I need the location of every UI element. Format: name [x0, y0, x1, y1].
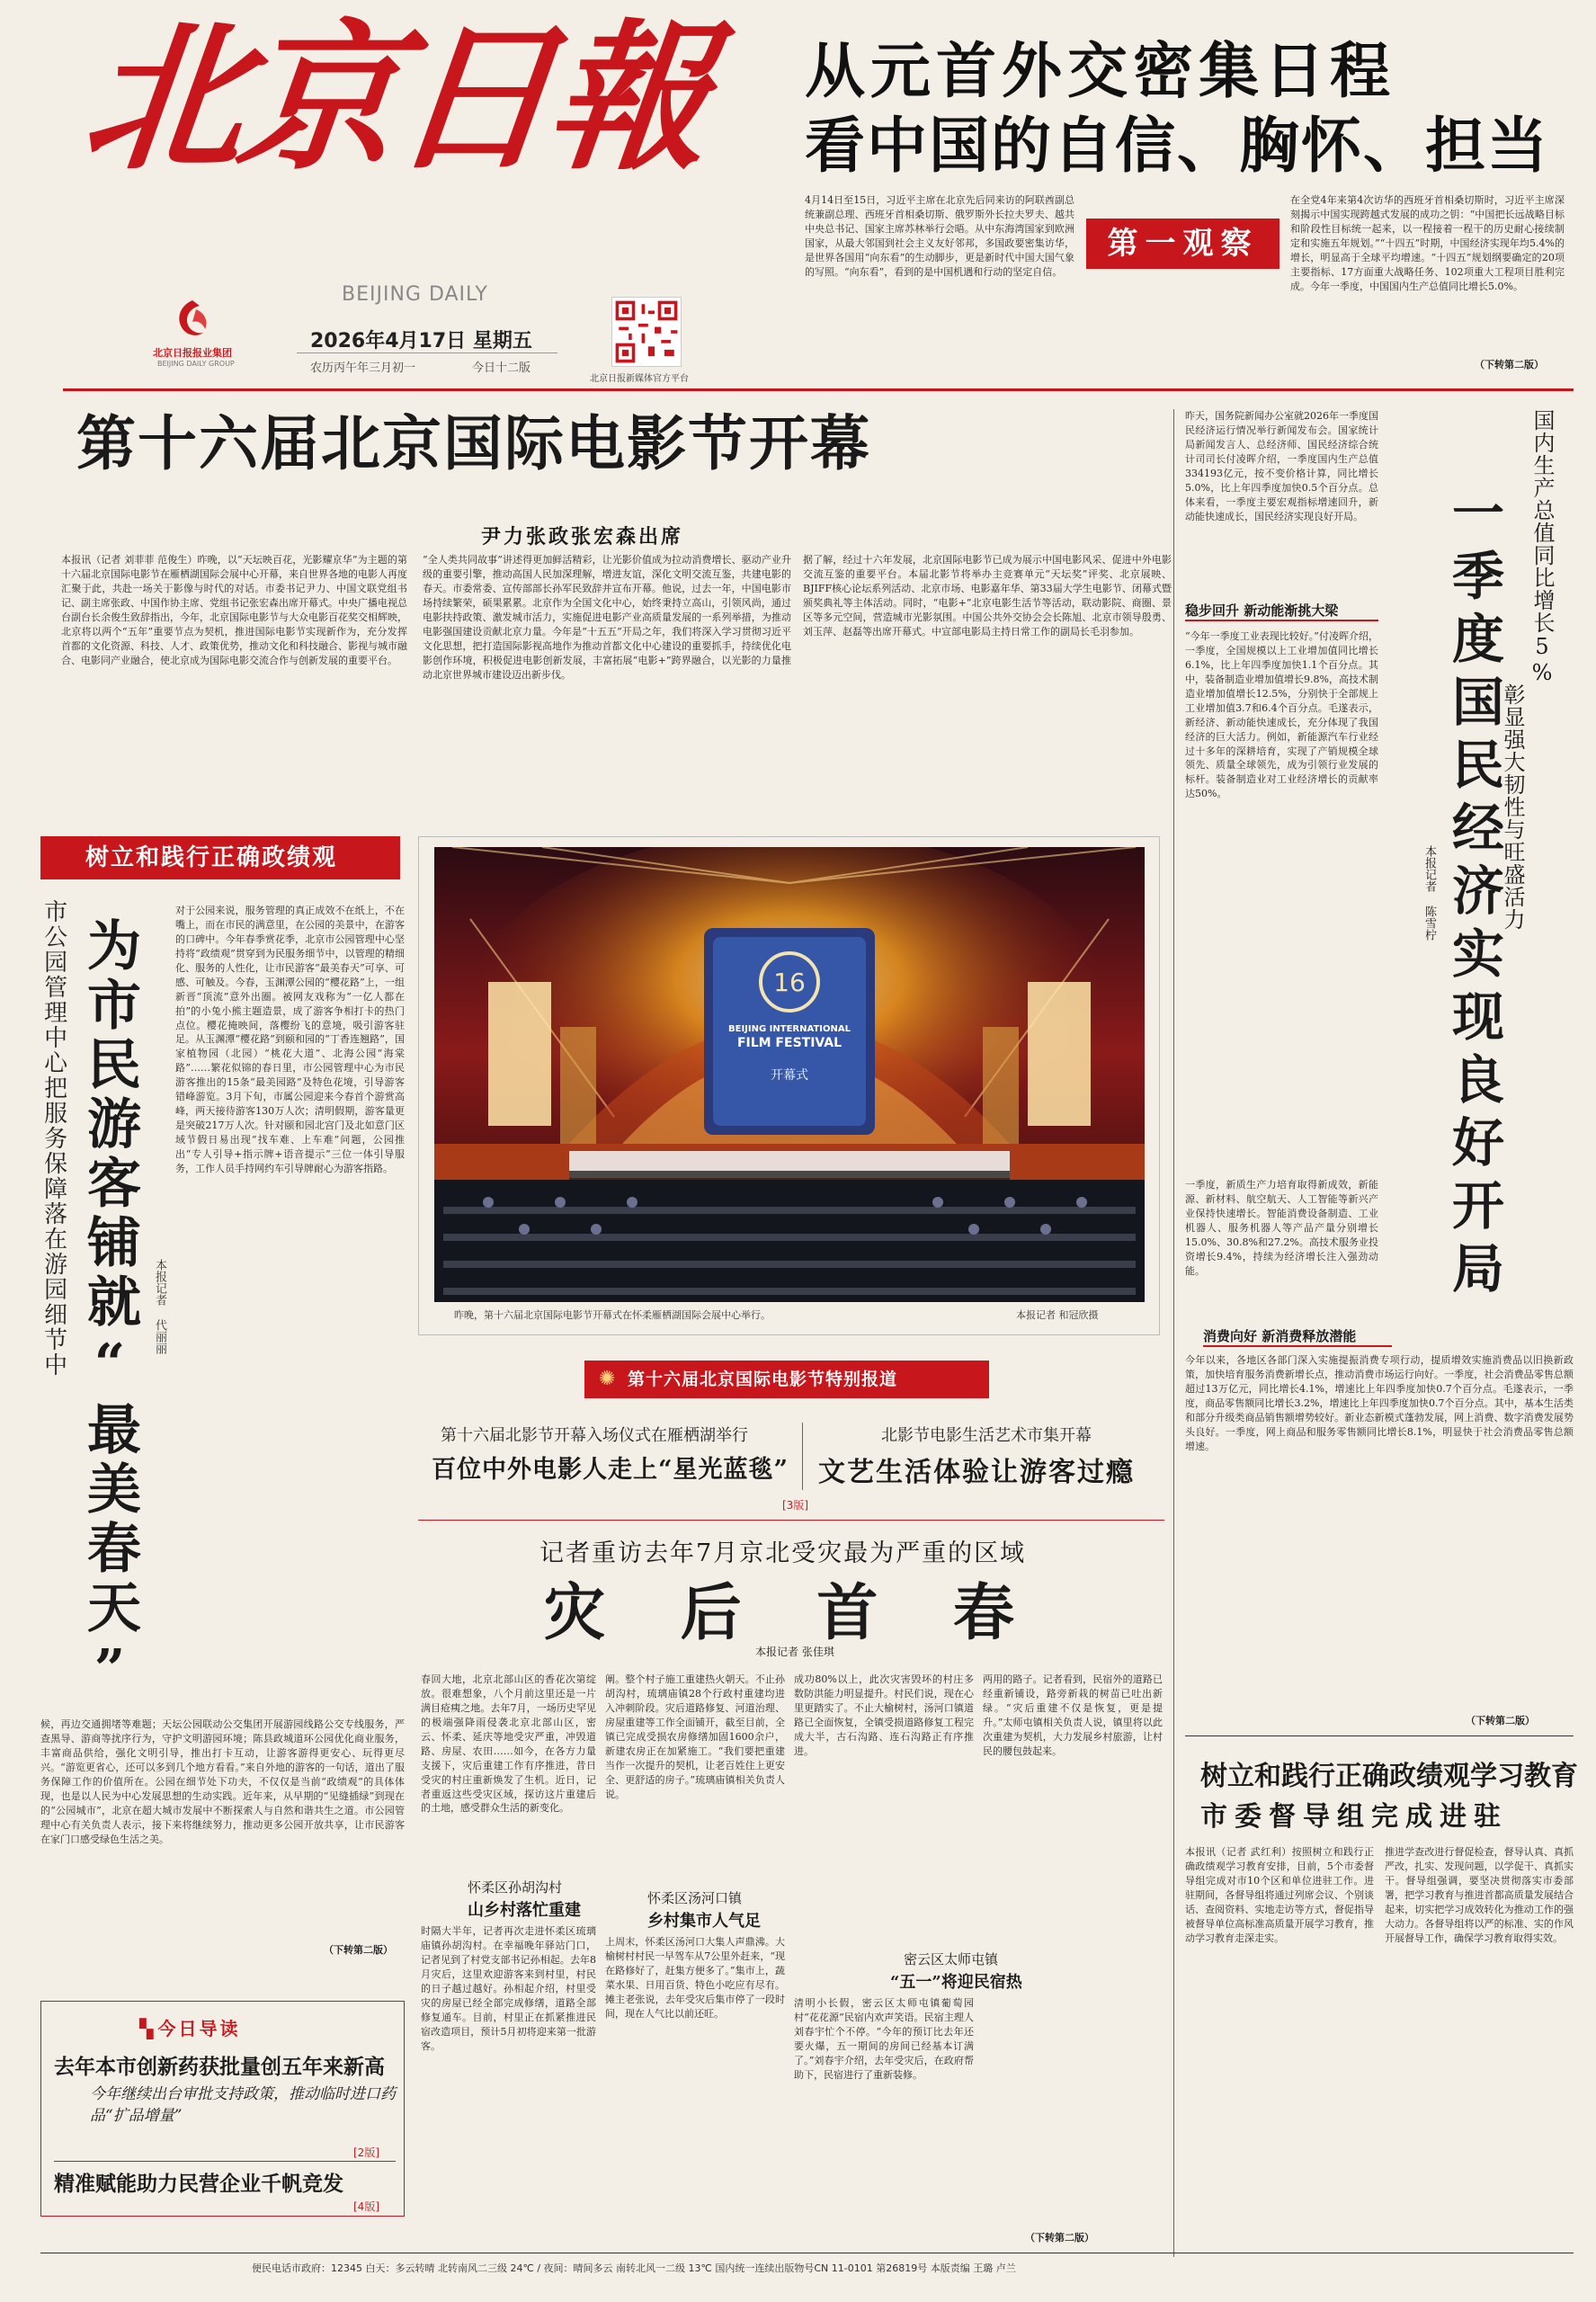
supervision-col-1: 本报讯（记者 武红利）按照树立和践行正确政绩观学习教育安排，目前，5个市委督导组完成对市10个区和单位进驻工作。进驻期间，各督导组将通过列席会议、个别谈话、查阅资料、实地走访等方式，督促指导被督导单位高标准高质量开展学习教育，推动学习教育走深走实。 — [1185, 1846, 1374, 1944]
film-col-2: “全人类共同故事”讲述得更加鲜活精彩，让光影价值成为拉动消费增长、驱动产业升级的重要引擎，推动高国人民加深理解，增进友谊，深化文明交流互鉴，共建电影的春天。市委常委、宣传部部长孙军民致辞并宣布开幕。他说，过去一年，中国电影市场持续繁荣，硕果累累。北京作为全国文化中心，始终秉持立高山，引领风尚，通过电影扶持政策、激发城市活力，实施促进电影产业高质量发展的一系列举措，为推动电影强国建设贡献北京力量。今年是“十五五”开局之年，我们将深入学习贯彻习近平文化思想，把打造国际影视高地作为推动首都文化中心建设的重要抓手，持续优化电影创作环境，积极促进电影创新发展，丰富拓展“电影+”跨界融合，以光影的力量推动北京世界城市建设迈出新步伐。 — [423, 554, 791, 681]
lead-continue: （下转第二版） — [1475, 359, 1544, 370]
economy-byline: 本报记者 陈雪柠 — [1422, 845, 1436, 941]
lead-headline-2: 看中国的自信、胸怀、担当 — [805, 110, 1549, 181]
disaster-continue: （下转第二版） — [1025, 2232, 1094, 2244]
disaster-headline: 灾 后 首 春 — [544, 1577, 1042, 1649]
brief-right-headline[interactable]: 文艺生活体验让游客过瘾 — [818, 1457, 1135, 1488]
disaster-byline: 本报记者 张佳琪 — [755, 1646, 834, 1658]
stage-text-3: 开幕式 — [771, 1068, 808, 1083]
supervision-headline-1: 树立和践行正确政绩观学习教育 — [1200, 1761, 1578, 1792]
supervision-headline-2: 市委督导组完成进驻 — [1200, 1801, 1508, 1833]
footer-info: 便民电话市政府：12345 白天：多云转晴 北转南风二三级 24℃ / 夜间：晴间多云 南转北风一二级 13℃ 国内统一连续出版物号CN 11-0101 第26819号 本版责编 王璐 卢兰 — [252, 2262, 1016, 2274]
economy-intro: 昨天，国务院新闻办公室就2026年一季度国民经济运行情况举行新闻发布会。国家统计局新闻发言人、总经济师、国民经济综合统计司司长付凌晖介绍，一季度国内生产总值334193亿元，按不变价格计算，同比增长5.0%，比上年四季度加快0.5个百分点。总体来看，一季度主要宏观指标增速回升，新动能快速成长，国民经济实现良好开局。 — [1185, 410, 1378, 522]
economy-continue: （下转第二版） — [1466, 1715, 1535, 1726]
flag-icon: ▚ — [139, 2018, 154, 2039]
lead-col-1: 4月14日至15日，习近平主席在北京先后同来访的阿联酋副总统兼副总理、西班牙首相桑切斯、俄罗斯外长拉夫罗夫、越共中央总书记、国家主席苏林举行会晤。从中东海湾国家到欧洲国家，从最大邻国到社会主义友好邻邦，多国政要密集访华，是世界各国用“向东看”的生动脚步，更是新时代中国大国气象的写照。“向东看”，看到的是中国机遇和行动的坚定自信。 — [805, 194, 1074, 278]
tourism-section-tag: 树立和践行正确政绩观 — [40, 836, 400, 879]
brief-right-kicker: 北影节电影生活艺术市集开幕 — [881, 1426, 1092, 1445]
photo-caption: 昨晚，第十六届北京国际电影节开幕式在怀柔雁栖湖国际会展中心举行。 — [454, 1309, 771, 1321]
photo-credit: 本报记者 和冠欣摄 — [1016, 1309, 1099, 1321]
guide-item-2-title[interactable]: 精准赋能助力民营企业千帆竞发 — [54, 2172, 343, 2196]
economy-headline: 一季度国民经济实现良好开局 — [1443, 486, 1504, 1304]
group-name-en: BEIJING DAILY GROUP — [157, 360, 235, 368]
film-headline: 第十六届北京国际电影节开幕 — [76, 408, 871, 478]
supervision-col-2: 推进学查改进行督促检查，督导认真、真抓严改，扎实、发现问题，以学促干、真抓实干。督导组强调，要坚决贯彻落实市委部署，把学习教育与推进首都高质量发展结合起来，切实把学习成效转化为推动工作的强大动力。各督导组将以严的标准、实的作风开展督导工作，确保学习教育取得实效。 — [1385, 1846, 1574, 1944]
tourism-byline: 本报记者 代丽丽 — [153, 1259, 166, 1354]
masthead-subtitle: BEIJING DAILY — [342, 283, 488, 306]
sec1-text: 时隔大半年，记者再次走进怀柔区琉璃庙镇孙胡沟村。在幸福晚年驿站门口，记者见到了村党支部书记孙相起。去年8月灾后，这里欢迎游客来到村里，村民的日子越过越好。孙相起介绍，村里受灾的房屋已经全部完成修缮，道路全部修复通车。目前，村里正在抓紧推进民宿改造项目，预计5月初将迎来第一批游客。 — [421, 1925, 596, 2052]
film-col-3: 据了解，经过十六年发展，北京国际电影节已成为展示中国电影风采、促进中外电影交流互鉴的重要平台。本届北影节将举办主竞赛单元“天坛奖”评奖、北京展映、BJIFF核心论坛系列活动、北京市场、电影嘉年华、第33届大学生电影节、闭幕式暨颁奖典礼等主体活动。同时，“电影+”北京电影生活节等活动，联动影院、商圈、景区等多元空间，营造城市光影氛围。中国公共外交协会会长陈旭、北京市领导殷勇、刘玉萍、赵磊等出席开幕式。中宣部电影局主持日常工作的副局长毛羽参加。 — [803, 554, 1172, 638]
brief-left-headline[interactable]: 百位中外电影人走上“星光蓝毯” — [432, 1456, 789, 1484]
economy-text-1: “今年一季度工业表现比较好。”付凌晖介绍，一季度，全国规模以上工业增加值同比增长6.1%，比上年四季度加快1.1个百分点。其中，装备制造业增加值增长9.8%，高技术制造业增加值增长12.5%，分别快于全部规上工业增加值3.7和6.4个百分点。毛遂表示，新经济、新动能快速成长，充分体现了我国经济的巨大活力。例如，新能源汽车行业经过十多年的深耕培育，实现了产销规模全球领先、质量全球领先，成为引领行业发展的标杆。装备制造业对工业经济增长的贡献率达50%。 — [1185, 630, 1378, 800]
qr-caption: 北京日报新媒体官方平台 — [590, 374, 689, 384]
brief-page-ref[interactable]: [3版] — [782, 1499, 808, 1512]
disaster-kicker: 记者重访去年7月京北受灾最为严重的区域 — [539, 1539, 1027, 1567]
sec1-kicker: 怀柔区孙胡沟村 — [468, 1879, 563, 1896]
group-logo-icon — [169, 297, 216, 344]
sec2-kicker: 怀柔区汤河口镇 — [647, 1890, 743, 1906]
tourism-col-1: 对于公园来说，服务管理的真正成效不在纸上，不在嘴上，而在市民的满意里，在公园的美景中，在游客的口碑中。今年春季赏花季，北京市公园管理中心坚持将“政绩观”贯穿到为民服务细节中，以管理的精细化、服务的人性化，让市民游客“最美春天”可享、可感、可触及。今春，玉渊潭公园的“樱花路”上，一组新晋“顶流”意外出圈。被网友戏称为“一亿人都在拍”的小兔小熊主题造景，成了游客争相打卡的热门点位。樱花掩映间，落樱纷飞的意境，吸引游客驻足。从玉渊潭“樱花路”到颐和园的“丁香连翘路”，国家植物园（北园）“桃花大道”、北海公园“海棠路”……繁花似锦的春日里，市公园管理中心为市民游客推出的15条“最美园路”及特色花境，引导游客错峰游览。3月下旬，市属公园迎来今春首个游赏高峰，两天接待游客130万人次；清明假期，游客量更是突破217万人次。针对颐和园北宫门及北如意门区域节假日易出现“找车难、上车难”问题，公园推出“专人引导+指示牌+语音提示”三位一体引导服务，工作人员手持网约车引导牌耐心为游客指路。 — [175, 905, 405, 1174]
economy-kicker: 国内生产总值同比增长5% — [1529, 409, 1555, 686]
issue-date: 2026年4月17日 星期五 — [310, 330, 532, 352]
economy-text-2: 一季度，新质生产力培育取得新成效，新能源、新材料、航空航天、人工智能等新兴产业保持快速增长。智能消费设备制造、工业机器人、服务机器人等产品产量分别增长15.0%、30.8%和27.2%。高技术服务业投资增长9.4%，持续为经济增长注入强劲动能。 — [1185, 1179, 1378, 1277]
stage-text-2: FILM FESTIVAL — [736, 1036, 843, 1050]
sec3-text: 清明小长假，密云区太师屯镇葡萄园村“花花源”民宿内欢声笑语。民宿主理人刘春宇忙个不停。“今年的预订比去年还要火爆，五一期间的房间已经基本订满了。”刘春宇介绍，去年受灾后，在政府帮助下，民宿进行了重新装修。 — [794, 1997, 974, 2081]
sec1-title: 山乡村落忙重建 — [468, 1901, 581, 1920]
festival-photo — [434, 847, 1145, 1302]
economy-deck: 彰显强大韧性与旺盛活力 — [1500, 683, 1525, 931]
film-col-1: 本报讯（记者 刘菲菲 范俊生）昨晚，以“天坛映百花，光影耀京华”为主题的第十六届北京国际电影节在雁栖湖国际会展中心开幕，来自世界各地的电影人再度汇聚于此，共赴一场关于影像与时代的对话。市委书记尹力、中国文联党组书记、副主席张政、中国作协主席、党组书记张宏森出席开幕式。中央广播电视总台副台长余俊生致辞指出，今年，北京国际电影节与大众电影百花奖交相辉映，北京将以两个“五年”重要节点为契机，推进国际电影节实现新作为，充分发挥首都的文化资源、科技、人才、政策优势，推动文化和科技融合、影视与城市融合、电影同产业融合，使北京成为国际电影交流合作与创新发展的重要平台。 — [61, 554, 407, 666]
group-name: 北京日报报业集团 — [153, 347, 232, 359]
lunar-date: 农历丙午年三月初一 — [310, 361, 416, 375]
economy-text-3: 今年以来，各地区各部门深入实施提振消费专项行动，提质增效实施消费品以旧换新政策，加快培育服务消费新增长点，推动消费市场运行向好。一季度，社会消费品零售总额超过13万亿元，同比增长4.1%，增速比上年四季度加快0.7个百分点。毛遂表示，一季度，商品零售额同比增长3.2%，增速比上年四季度加快0.7个百分点。其中，基本生活类和部分升级类商品销售额增势较好。新业态新模式蓬勃发展，网上消费、数字消费发展势头良好。一季度，网上商品和服务零售额同比增长8.1%，明显快于社会消费品零售总额增速。 — [1185, 1354, 1574, 1452]
disaster-col-1: 春回大地，北京北部山区的香花次第绽放。很难想象，八个月前这里还是一片满目疮痍之地。去年7月，一场历史罕见的极端强降雨侵袭北京北部山区，密云、怀柔、延庆等地受灾严重，冲毁道路、房屋、农田……如今，在各方力量支援下，灾后重建工作有序推进，昔日受灾的村庄重新焕发了生机。近日，记者重返这些受灾区域，探访这片重建后的土地，感受群众生活的新变化。 — [421, 1673, 596, 1815]
masthead-title: 北京日報 — [76, 4, 715, 192]
guide-item-1-sub: 今年继续出台审批支持政策，推动临时进口药品“扩品增量” — [90, 2085, 396, 2125]
stage-text-1: BEIJING INTERNATIONAL — [728, 1024, 851, 1034]
today-guide-header: ▚ 今日导读 — [139, 2018, 241, 2039]
festival-logo-icon: ✺ — [599, 1368, 616, 1390]
tourism-col-bottom: 候，再边交通拥堵等难题；天坛公园联动公交集团开展游园线路公交专线服务，严查黑导、游商等扰序行为，守护文明游园环境；陈县政城道环公园优化商业服务，丰富商品供给，强化文明引导，推出打卡互动，让游客游得更安心、玩得更尽兴。“游览更省心，还可以多到几个地方看看。”来自外地的游客的一句话，道出了服务保障工作的价值所在。公园在细节处下功夫，不仅仅是当前“政绩观”的具体体现，也是以人民为中心发展思想的生动实践。近年来，从早期的“见缝插绿”到现在的“公园城市”，北京在超大城市发展中不断探索人与自然和谐共生之道。市公园管理中心有关负责人表示，接下来将继续努力，推动更多公园开放共享，让市民游客在家门口感受绿色生活之美。 — [40, 1718, 405, 1845]
sec3-title: “五一”将迎民宿热 — [890, 1973, 1022, 1992]
page-count: 今日十二版 — [472, 361, 531, 375]
sec3-kicker: 密云区太师屯镇 — [904, 1951, 999, 1967]
disaster-col-2: 阐。整个村子施工重建热火朝天。不止孙胡沟村，琉璃庙镇28个行政村重建均进入冲刺阶段。灾后道路修复、河道治理、房屋重建等工作全面铺开，截至目前，全镇已完成受损农房修缮加固1600余户，新建农房正在加紧施工。“我们要把重建当作一次提升的契机，让老百姓住上更安全、更舒适的房子。”琉璃庙镇相关负责人说。 — [605, 1673, 785, 1800]
economy-sub-2: 消费向好 新消费释放潜能 — [1203, 1326, 1392, 1347]
disaster-col-3: 成功80%以上，此次灾害毁坏的村庄多数防洪能力明显提升。村民们说，现在心里更踏实了。不止大榆树村，汤河口镇道路已全面恢复，全镇受损道路修复工程完成大半，古石沟路、连石沟路正有序推进。 — [794, 1673, 974, 1757]
special-report-banner: ✺ 第十六届北京国际电影节特别报道 — [584, 1361, 989, 1398]
film-subhead: 尹力张政张宏森出席 — [481, 525, 684, 549]
tourism-continue: （下转第二版） — [324, 1944, 393, 1956]
lead-col-2: 在全党4年来第4次访华的西班牙首相桑切斯时，习近平主席深刻揭示中国实现跨越式发展的成功之钥：“中国把长远战略目标和阶段性目标统一起来，以一程接着一程干的历史耐心接续制定和实施五年规划。”“十四五”时期，中国经济实现年均5.4%的增长，明显高于全球平均增速。“十四五”规划纲要确定的20项主要指标、17方面重大战略任务、102项重大工程项目胜利完成。今年一季度，中国国内生产总值同比增长5.0%。 — [1290, 194, 1565, 292]
lead-headline-1: 从元首外交密集日程 — [805, 35, 1395, 106]
guide-item-1-title[interactable]: 去年本市创新药获批量创五年来新高 — [54, 2055, 385, 2079]
tourism-headline: 为市民游客铺就“最美春天” — [78, 917, 141, 1707]
economy-sub-1: 稳步回升 新动能渐挑大梁 — [1185, 601, 1378, 621]
tourism-deck: 市公园管理中心把服务保障落在游园细节中 — [40, 899, 67, 1378]
guide-item-2-page[interactable]: [4版] — [353, 2200, 379, 2213]
guide-item-1-page[interactable]: [2版] — [353, 2146, 379, 2159]
column-tag-first-observation: 第一观察 — [1086, 219, 1279, 269]
qr-code-icon[interactable] — [611, 297, 682, 367]
disaster-col-4: 两用的路子。记者看到，民宿外的道路已经重新铺设，路旁新栽的树苗已吐出新绿。“灾后重建不仅是恢复，更是提升。”太师屯镇相关负责人说，镇里将以此次重建为契机，大力发展乡村旅游，让村民的腰包鼓起来。 — [983, 1673, 1163, 1757]
brief-left-kicker: 第十六届北影节开幕入场仪式在雁栖湖举行 — [441, 1426, 748, 1445]
sec2-text: 上周末，怀柔区汤河口大集人声鼎沸。大榆树村村民一早驾车从7公里外赶来，“现在路修好了，赶集方便多了。”集市上，蔬菜水果、日用百货、特色小吃应有尽有。摊主老张说，去年受灾后集市停了一段时间，现在人气比以前还旺。 — [605, 1936, 785, 2020]
sec2-title: 乡村集市人气足 — [647, 1912, 761, 1931]
svg-text:16: 16 — [773, 968, 806, 997]
